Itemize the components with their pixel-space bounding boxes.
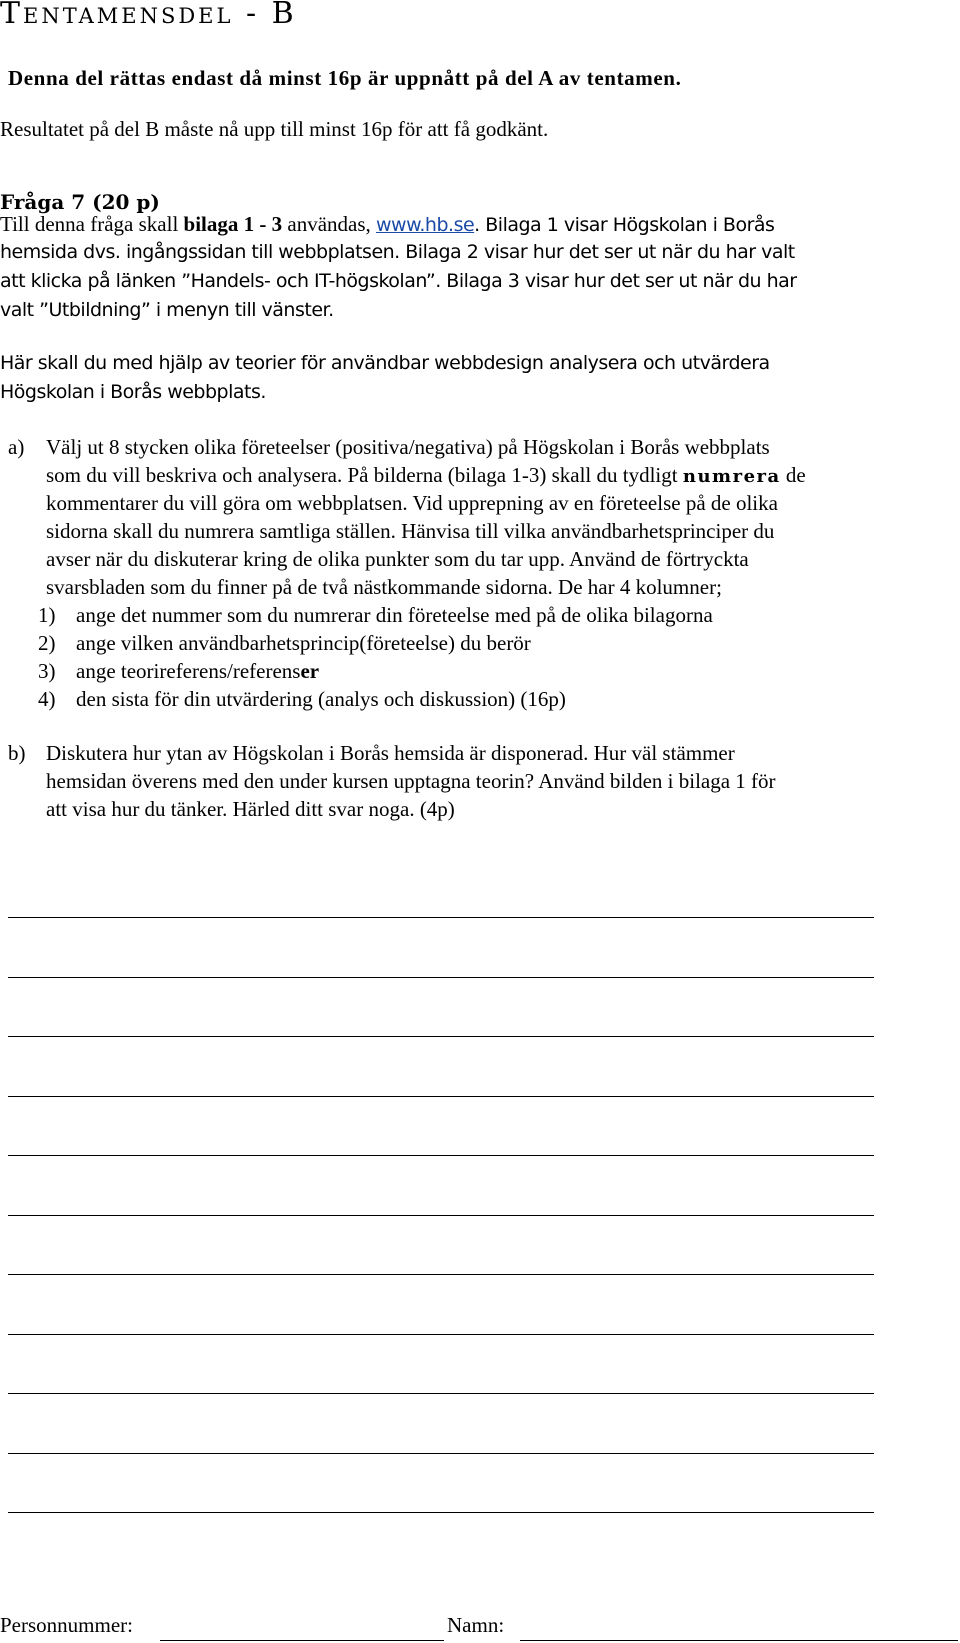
part-b-line-1: Diskutera hur ytan av Högskolan i Borås hemsida är disponerad. Hur väl stämmer (46, 741, 735, 765)
part-a-text: de (780, 463, 806, 487)
answer-line[interactable] (8, 1274, 874, 1275)
list-item-number: 3) (38, 659, 56, 683)
part-a-marker: a) (8, 435, 25, 459)
task-line-1: Här skall du med hjälp av teorier för användbar webbdesign analysera och utvärdera (0, 352, 770, 374)
personnummer-field[interactable] (160, 1640, 444, 1641)
part-a-line-6: svarsbladen som du finner på de två nästkommande sidorna. De har 4 kolumner; (46, 575, 722, 599)
task-line-2: Högskolan i Borås webbplats. (0, 381, 266, 403)
answer-line[interactable] (8, 977, 874, 978)
part-b-line-3: att visa hur du tänker. Härled ditt svar noga. (4p) (46, 797, 455, 821)
part-a-line-3: kommentarer du vill göra om webbplatsen. Vid upprepning av en företeelse på de olika (46, 491, 778, 515)
intro-line-4: valt ”Utbildning” i menyn till vänster. (0, 299, 334, 321)
part-a-line-1: Välj ut 8 stycken olika företeelser (positiva/negativa) på Högskolan i Borås webbplats (46, 435, 770, 459)
list-item: ange vilken användbarhetsprincip(företeelse) du berör (76, 631, 531, 655)
intro-line-2: hemsida dvs. ingångssidan till webbplatsen. Bilaga 2 visar hur det ser ut när du har valt (0, 241, 795, 263)
answer-line[interactable] (8, 1453, 874, 1454)
intro-text: Till denna fråga skall (0, 212, 184, 236)
part-a-line-2 (46, 463, 806, 488)
section-heading: Tentamensdel - B (0, 0, 297, 31)
question-title: Fråga 7 (20 p) (0, 190, 160, 214)
answer-line[interactable] (8, 1393, 874, 1394)
answer-line[interactable] (8, 917, 874, 918)
intro-bilaga-range: bilaga 1 - 3 (183, 212, 283, 236)
result-note: Resultatet på del B måste nå upp till minst 16p för att få godkänt. (0, 117, 549, 141)
grading-notice: Denna del rättas endast då minst 16p är uppnått på del A av tentamen. (8, 66, 682, 90)
hb-website-link[interactable]: www.hb.se (376, 214, 475, 236)
part-b-line-2: hemsidan överens med den under kursen upptagna teorin? Använd bilden i bilaga 1 för (46, 769, 776, 793)
intro-line-3: att klicka på länken ”Handels- och IT-högskolan”. Bilaga 3 visar hur det ser ut när du har (0, 270, 797, 292)
intro-text: . Bilaga 1 visar Högskolan i Borås (474, 214, 775, 236)
namn-label: Namn: (447, 1613, 505, 1637)
answer-line[interactable] (8, 1036, 874, 1037)
answer-line[interactable] (8, 1096, 874, 1097)
answer-line[interactable] (8, 1155, 874, 1156)
numrera-emphasis: numrera (682, 466, 781, 487)
answer-line[interactable] (8, 1334, 874, 1335)
personnummer-label: Personnummer: (0, 1613, 133, 1637)
intro-line-1 (0, 212, 774, 237)
list-item: den sista för din utvärdering (analys och diskussion) (16p) (76, 687, 566, 711)
list-item: ange det nummer som du numrerar din företeelse med på de olika bilagorna (76, 603, 713, 627)
list-item-number: 2) (38, 631, 56, 655)
part-a-line-4: sidorna skall du numrera samtliga ställen. Hänvisa till vilka användbarhetsprinciper du (46, 519, 775, 543)
list-item (76, 659, 319, 684)
part-a-line-5: avser när du diskuterar kring de olika punkter som du tar upp. Använd de förtryckta (46, 547, 749, 571)
namn-field[interactable] (520, 1640, 958, 1641)
list-item-text: ange teorireferens/referens (76, 659, 301, 683)
list-item-bold-suffix: er (300, 659, 320, 683)
list-item-number: 4) (38, 687, 56, 711)
answer-line[interactable] (8, 1215, 874, 1216)
answer-line[interactable] (8, 1512, 874, 1513)
intro-text: användas, (282, 212, 377, 236)
part-a-text: som du vill beskriva och analysera. På bilderna (bilaga 1-3) skall du tydligt (46, 463, 683, 487)
list-item-number: 1) (38, 603, 56, 627)
part-b-marker: b) (8, 741, 26, 765)
